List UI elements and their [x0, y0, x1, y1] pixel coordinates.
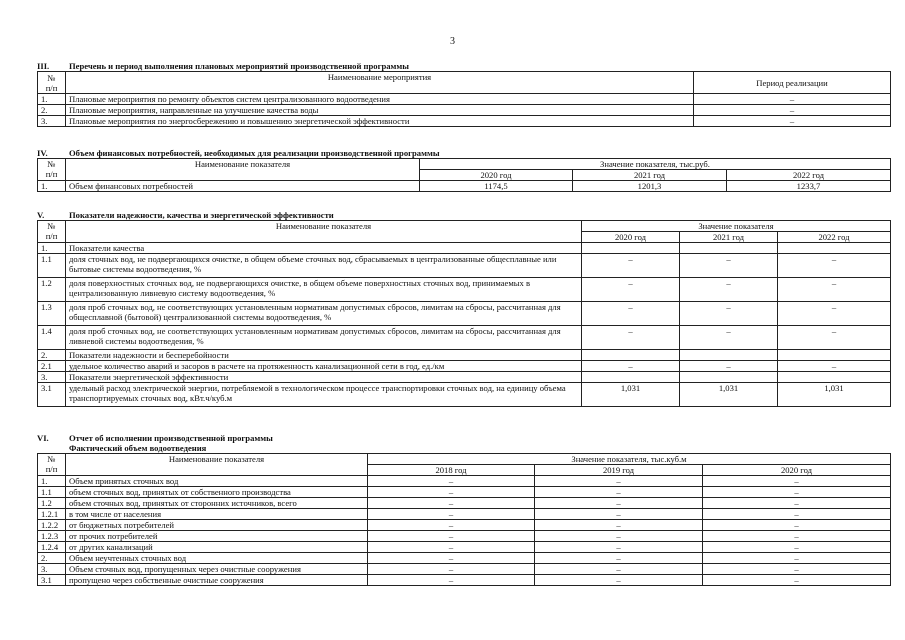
row-value: –: [368, 542, 535, 553]
row-value: –: [778, 326, 891, 350]
row-name: Плановые мероприятия, направленные на улучшение качества воды: [66, 105, 694, 116]
row-value: –: [582, 326, 680, 350]
row-value: –: [703, 542, 891, 553]
row-value: –: [535, 476, 703, 487]
row-name: от прочих потребителей: [66, 531, 368, 542]
row-value: –: [680, 254, 778, 278]
row-value: –: [680, 278, 778, 302]
row-num: 1.: [38, 243, 66, 254]
row-period: –: [694, 94, 891, 105]
row-value: –: [778, 361, 891, 372]
row-num: 2.: [38, 105, 66, 116]
row-value: –: [535, 542, 703, 553]
row-value: [582, 350, 680, 361]
row-num: 2.: [38, 350, 66, 361]
row-value: –: [368, 487, 535, 498]
section-iv-heading: [37, 148, 891, 158]
row-name: Объем неучтенных сточных вод: [66, 553, 368, 564]
row-name: доля проб сточных вод, не соответствующих установленным нормативам допустимых сбросов, лимитам на сбросы, рассчитанная для общесплавной (бытовой) централизованной системы водоотведения, %: [66, 302, 582, 326]
table-header-row: [38, 221, 891, 232]
row-value: –: [680, 302, 778, 326]
row-num: 3.: [38, 564, 66, 575]
row-value: 1233,7: [727, 181, 891, 192]
page-number: 3: [450, 36, 455, 47]
row-num: 1.2.4: [38, 542, 66, 553]
section-vi-number: VI.: [37, 433, 49, 443]
section-vi-subtitle: Фактический объем водоотведения: [69, 443, 207, 453]
row-value: –: [535, 575, 703, 586]
row-value: 1,031: [680, 383, 778, 407]
row-value: –: [582, 254, 680, 278]
row-num: 3.: [38, 372, 66, 383]
section-iii: [37, 61, 891, 127]
col-header-name: Наименование показателя: [66, 221, 582, 243]
section-iv-table: [37, 158, 891, 192]
row-value: –: [368, 575, 535, 586]
row-num: 3.1: [38, 575, 66, 586]
row-name: пропущено через собственные очистные сооружения: [66, 575, 368, 586]
row-num: 1.4: [38, 326, 66, 350]
section-iv-title: Объем финансовых потребностей, необходимых для реализации производственной программы: [69, 148, 440, 158]
section-v-heading: [37, 210, 891, 220]
section-vi-title: Отчет об исполнении производственной программы: [69, 433, 273, 443]
section-vi-heading: [37, 433, 891, 453]
row-num: 1.2.1: [38, 509, 66, 520]
col-header-name: Наименование мероприятия: [66, 72, 694, 94]
row-value: –: [703, 531, 891, 542]
section-v: [37, 210, 891, 407]
table-row: [38, 476, 891, 487]
row-num: 1.1: [38, 487, 66, 498]
row-num: 1.: [38, 94, 66, 105]
table-row: [38, 383, 891, 407]
row-num: 1.: [38, 476, 66, 487]
row-name: Объем принятых сточных вод: [66, 476, 368, 487]
row-value: –: [368, 476, 535, 487]
row-name: от других канализаций: [66, 542, 368, 553]
row-num: 1.3: [38, 302, 66, 326]
col-header-num: № п/п: [38, 159, 66, 181]
row-value: –: [368, 509, 535, 520]
row-name: Плановые мероприятия по ремонту объектов систем централизованного водоотведения: [66, 94, 694, 105]
section-iii-number: III.: [37, 61, 50, 71]
col-header-num: № п/п: [38, 454, 66, 476]
table-row: [38, 553, 891, 564]
row-value: –: [703, 575, 891, 586]
row-name: Объем сточных вод, пропущенных через очистные сооружения: [66, 564, 368, 575]
row-num: 3.1: [38, 383, 66, 407]
table-row: [38, 575, 891, 586]
row-value: –: [703, 564, 891, 575]
col-header-year: 2022 год: [727, 170, 891, 181]
table-row: [38, 116, 891, 127]
col-header-name: Наименование показателя: [66, 159, 420, 181]
row-name: доля проб сточных вод, не соответствующих установленным нормативам допустимых сбросов, лимитам на сбросы, рассчитанная для ливневой системы водоотведения, %: [66, 326, 582, 350]
section-iii-title: Перечень и период выполнения плановых мероприятий производственной программы: [69, 61, 409, 71]
row-value: –: [582, 302, 680, 326]
row-num: 1.2.2: [38, 520, 66, 531]
row-value: –: [703, 553, 891, 564]
col-header-year: 2022 год: [778, 232, 891, 243]
table-row: [38, 520, 891, 531]
row-num: 1.: [38, 181, 66, 192]
table-header-row: [38, 159, 891, 170]
row-name: Показатели качества: [66, 243, 582, 254]
row-name: Показатели надежности и бесперебойности: [66, 350, 582, 361]
col-header-year: 2020 год: [703, 465, 891, 476]
table-row: [38, 254, 891, 278]
section-iii-table: [37, 71, 891, 127]
row-value: –: [535, 520, 703, 531]
table-row: [38, 94, 891, 105]
row-value: –: [703, 498, 891, 509]
row-num: 3.: [38, 116, 66, 127]
table-row: [38, 278, 891, 302]
table-row: [38, 243, 891, 254]
col-header-year: 2020 год: [582, 232, 680, 243]
row-value: –: [582, 278, 680, 302]
row-value: –: [535, 564, 703, 575]
row-num: 2.: [38, 553, 66, 564]
row-value: –: [778, 278, 891, 302]
row-value: –: [680, 326, 778, 350]
table-row: [38, 302, 891, 326]
row-value: [778, 243, 891, 254]
row-name: удельное количество аварий и засоров в расчете на протяженность канализационной сети в год, ед./км: [66, 361, 582, 372]
row-value: –: [703, 476, 891, 487]
row-value: –: [368, 498, 535, 509]
row-value: 1,031: [778, 383, 891, 407]
row-value: –: [368, 531, 535, 542]
row-name: Показатели энергетической эффективности: [66, 372, 582, 383]
table-row: [38, 361, 891, 372]
row-name: в том числе от населения: [66, 509, 368, 520]
row-value: [582, 243, 680, 254]
col-header-year: 2021 год: [680, 232, 778, 243]
row-num: 2.1: [38, 361, 66, 372]
row-value: –: [680, 361, 778, 372]
row-num: 1.2: [38, 278, 66, 302]
row-name: объем сточных вод, принятых от сторонних источников, всего: [66, 498, 368, 509]
row-name: Плановые мероприятия по энергосбережению и повышению энергетической эффективности: [66, 116, 694, 127]
section-v-table: [37, 220, 891, 407]
section-iv-number: IV.: [37, 148, 48, 158]
col-header-num: № п/п: [38, 72, 66, 94]
row-value: –: [778, 254, 891, 278]
row-name: доля поверхностных сточных вод, не подвергающихся очистке, в общем объеме поверхностных сточных вод, принимаемых в централизованную ливневую систему водоотведения, %: [66, 278, 582, 302]
col-header-value: Значение показателя: [582, 221, 891, 232]
table-row: [38, 509, 891, 520]
section-v-title: Показатели надежности, качества и энергетической эффективности: [69, 210, 334, 220]
row-value: –: [703, 520, 891, 531]
row-value: [778, 372, 891, 383]
table-row: [38, 564, 891, 575]
row-name: Объем финансовых потребностей: [66, 181, 420, 192]
table-row: [38, 372, 891, 383]
row-period: –: [694, 105, 891, 116]
row-value: 1201,3: [573, 181, 727, 192]
col-header-year: 2019 год: [535, 465, 703, 476]
table-row: [38, 105, 891, 116]
row-num: 1.1: [38, 254, 66, 278]
row-value: –: [368, 564, 535, 575]
row-value: –: [535, 509, 703, 520]
table-header-row: [38, 454, 891, 465]
table-row: [38, 350, 891, 361]
row-period: –: [694, 116, 891, 127]
section-v-number: V.: [37, 210, 45, 220]
row-name: доля сточных вод, не подвергающихся очистке, в общем объеме сточных вод, сбрасываемых в централизованные общесплавные или бытовые системы водоотведения, %: [66, 254, 582, 278]
row-value: [778, 350, 891, 361]
row-value: 1,031: [582, 383, 680, 407]
table-row: [38, 487, 891, 498]
row-value: –: [582, 361, 680, 372]
section-iv: [37, 148, 891, 192]
row-value: [680, 243, 778, 254]
table-row: [38, 531, 891, 542]
row-value: 1174,5: [420, 181, 573, 192]
section-vi-table: [37, 453, 891, 586]
table-row: [38, 181, 891, 192]
row-value: –: [703, 487, 891, 498]
row-value: –: [535, 498, 703, 509]
col-header-num: № п/п: [38, 221, 66, 243]
row-value: [680, 350, 778, 361]
row-value: –: [778, 302, 891, 326]
row-value: [680, 372, 778, 383]
col-header-year: 2020 год: [420, 170, 573, 181]
col-header-period: Период реализации: [694, 72, 891, 94]
table-header-row: [38, 72, 891, 94]
table-row: [38, 326, 891, 350]
col-header-year: 2021 год: [573, 170, 727, 181]
col-header-name: Наименование показателя: [66, 454, 368, 476]
row-num: 1.2: [38, 498, 66, 509]
table-row: [38, 542, 891, 553]
row-name: от бюджетных потребителей: [66, 520, 368, 531]
row-value: –: [368, 553, 535, 564]
row-value: –: [535, 487, 703, 498]
row-value: –: [368, 520, 535, 531]
row-value: –: [703, 509, 891, 520]
row-value: –: [535, 553, 703, 564]
section-iii-heading: [37, 61, 891, 71]
row-num: 1.2.3: [38, 531, 66, 542]
row-name: удельный расход электрической энергии, потребляемой в технологическом процессе транспортировки сточных вод, на единицу объема транспортируемых сточных вод, кВт.ч/куб.м: [66, 383, 582, 407]
table-row: [38, 498, 891, 509]
row-name: объем сточных вод, принятых от собственного производства: [66, 487, 368, 498]
section-vi: [37, 433, 891, 586]
col-header-value: Значение показателя, тыс.куб.м: [368, 454, 891, 465]
row-value: –: [535, 531, 703, 542]
col-header-year: 2018 год: [368, 465, 535, 476]
col-header-value: Значение показателя, тыс.руб.: [420, 159, 891, 170]
row-value: [582, 372, 680, 383]
